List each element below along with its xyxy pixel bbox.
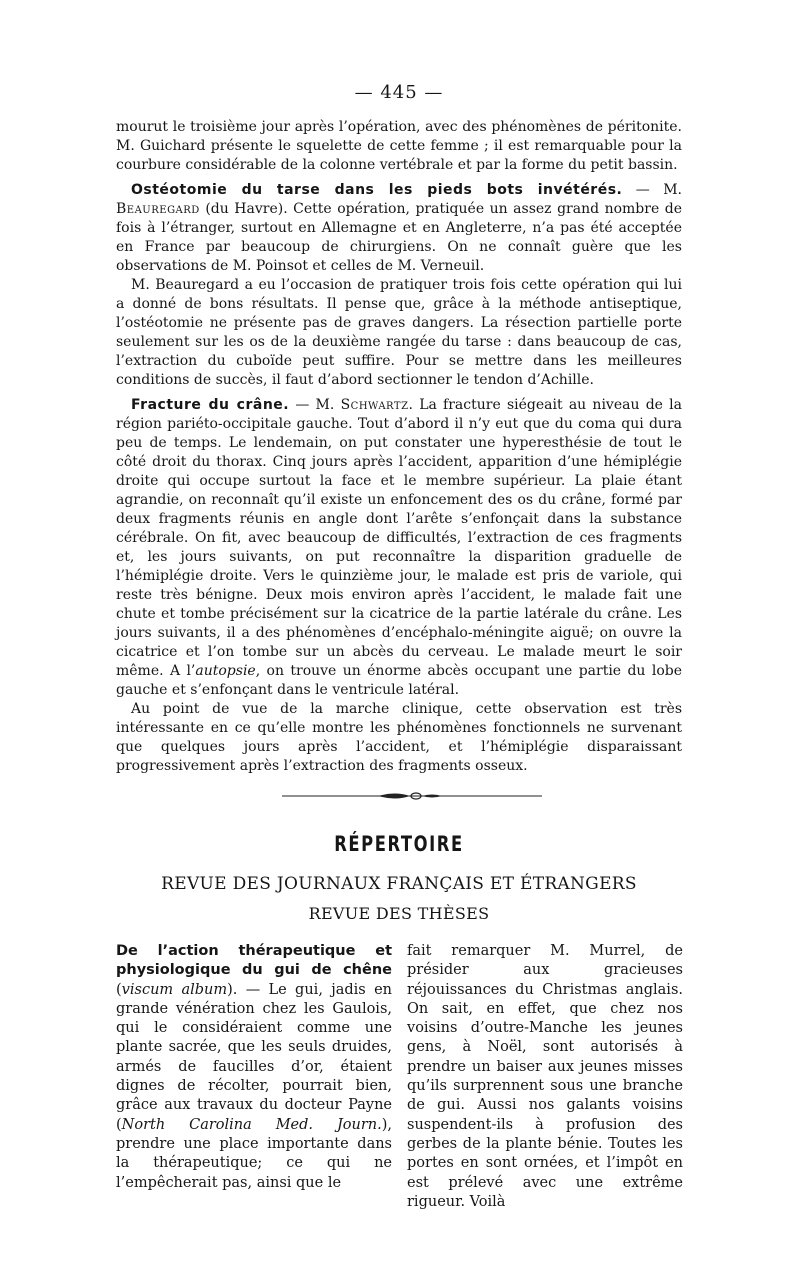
- italic-term: autopsie: [195, 663, 256, 679]
- article-heading: De l’action thérapeutique et physiologique du gui de chêne: [116, 943, 392, 979]
- paren-open: (: [116, 981, 122, 998]
- section-dash: — M.: [622, 182, 683, 198]
- section-body: . La fracture siégeait au niveau de la région pariéto-occipitale gauche. Tout d’abord il n’y eut que du coma qui dura peu de temps. Le lendemain, on put constater une hyperesthésie de tout le côté droit du thorax. Cinq jours après l’accident, apparition d’une hémiplégie droite qui occupe surtout la face et le membre supérieur. La plaie étant agrandie, on reconnaît qu’il existe un enfoncement des os du crâne, formé par deux fragments réunis en angle dont l’arête s’enfonçait dans la substance cérébrale. On fit, avec beaucoup de difficultés, l’extraction de ces fragments et, les jours suivants, on put reconnaître la disparition graduelle de l’hémiplégie droite. Vers le quinzième jour, le malade est pris de variole, qui reste très bénigne. Deux mois environ après l’accident, le malade fait une chute et tombe précisément sur la cicatrice de la partie latérale du crâne. Les jours suivants, il a des phénomènes d’encéphalo-méningite aiguë; on ouvre la cicatrice et l’on tombe sur un abcès du cerveau. Le malade meurt le soir même. A l’: [116, 397, 683, 679]
- section-body-end: , on trouve un énorme abcès occupant une partie du lobe gauche et s’enfonçant dans le ventricule latéral.: [116, 663, 682, 698]
- author-name: Beauregard: [116, 201, 200, 217]
- ornamental-divider: [282, 790, 542, 802]
- section-osteotomie: [116, 181, 682, 276]
- journal-name: North Carolina Med. Journ.: [121, 1116, 382, 1133]
- article-gui: [116, 942, 392, 1193]
- section-body: (du Havre). Cette opération, pratiquée un assez grand nombre de fois à l’étranger, surtout en Allemagne et en Angleterre, n’a pas été acceptée en France par beaucoup de chirurgiens. On ne connaît guère que les observations de M. Poinsot et celles de M. Verneuil.: [116, 201, 682, 274]
- paragraph-beauregard: M. Beauregard a eu l’occasion de pratiquer trois fois cette opération qui lui a donné de bons résultats. Il pense que, grâce à la méthode antiseptique, l’ostéotomie ne présente pas de graves dangers. La résection partielle porte seulement sur les os de la deuxième rangée du tarse : dans beaucoup de cas, l’extraction du cuboïde peut suffire. Pour se mettre dans les meilleures conditions de succès, il faut d’abord sectionner le tendon d’Achille.: [116, 277, 682, 388]
- upper-text-block: [116, 118, 682, 776]
- section-dash: — M.: [289, 397, 341, 413]
- paragraph-continuation: mourut le troisième jour après l’opération, avec des phénomènes de péritonite. M. Guichard présente le squelette de cette femme ; il est remarquable pour la courbure considérable de la colonne vertébrale et par la forme du petit bassin.: [116, 119, 682, 173]
- section-heading: Fracture du crâne.: [131, 397, 290, 413]
- article-body: ). — Le gui, jadis en grande vénération chez les Gaulois, qui le considéraient comme une plante sacrée, que les seuls druides, armés de faucilles d’or, étaient dignes de récolter, pourrait bien, grâce aux travaux du docteur Payne (: [116, 981, 392, 1133]
- repertoire-subtitle-theses: REVUE DES THÈSES: [308, 904, 490, 923]
- paragraph-clinique: Au point de vue de la marche clinique, cette observation est très intéressante en ce qu’elle montre les phénomènes fonctionnels ne survenant que quelques jours après l’accident, et l’hémiplégie disparaissant progressivement après l’extraction des fragments osseux.: [116, 701, 682, 774]
- repertoire-subtitle: REVUE DES JOURNAUX FRANÇAIS ET ÉTRANGERS: [161, 874, 637, 894]
- latin-name: viscum album: [121, 981, 228, 998]
- left-column: [116, 942, 392, 1193]
- right-column: [407, 942, 683, 1212]
- author-name: Schwartz: [340, 397, 409, 413]
- page-number: — 445 —: [354, 82, 444, 103]
- article-body-end: ), prendre une place importante dans la thérapeutique; ce qui ne l’empêcherait pas, ainsi que le: [116, 1116, 392, 1191]
- section-fracture: [116, 396, 682, 700]
- article-continuation: fait remarquer M. Murrel, de présider aux gracieuses réjouissances du Christmas anglais. On sait, en effet, que chez nos voisins d’outre-Manche les jeunes gens, à Noël, sont autorisés à prendre un baiser aux jeunes misses qu’ils surprennent sous une branche de gui. Aussi nos galants voisins suspendent-ils à profusion des gerbes de la plante bénie. Toutes les portes en sont ornées, et l’impôt en est prélevé avec une extrême rigueur. Voilà: [407, 943, 683, 1210]
- section-heading: Ostéotomie du tarse dans les pieds bots invétérés.: [131, 182, 623, 198]
- repertoire-title: RÉPERTOIRE: [334, 832, 464, 856]
